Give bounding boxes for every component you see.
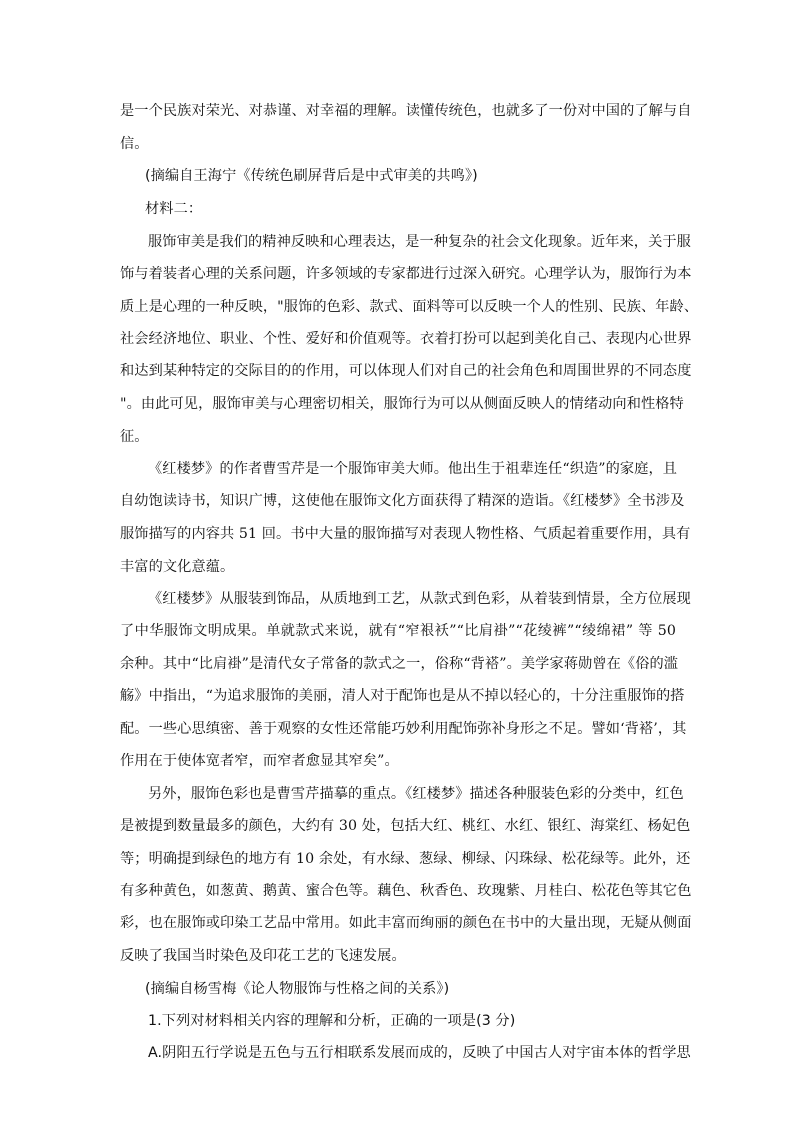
section-heading: 材料二： <box>145 201 203 217</box>
paragraph-line: 等；明确提到绿色的地方有 10 余处，有水绿、葱绿、柳绿、闪珠绿、松花绿等。此外，还 <box>120 851 691 867</box>
paragraph-line: 饰与着装者心理的关系问题，许多领域的专家都进行过深入研究。心理学认为，服饰行为本 <box>120 266 692 282</box>
question-stem: 1.下列对材料相关内容的理解和分析，正确的一项是(3 分) <box>148 1013 516 1029</box>
paragraph-line: 《红楼梦》从服装到饰品，从质地到工艺，从款式到色彩，从着装到情景，全方位展现 <box>148 591 691 607</box>
paragraph-line: 余种。其中“比肩褂”是清代女子常备的款式之一，俗称“背褡”。美学家蒋勋曾在《俗的滥 <box>120 656 679 672</box>
text-line: 信。 <box>120 136 149 152</box>
paragraph-line: 征。 <box>120 429 149 445</box>
paragraph-line: 另外，服饰色彩也是曹雪芹描摹的重点。《红楼梦》描述各种服装色彩的分类中，红色 <box>148 786 684 802</box>
paragraph-line: 社会经济地位、职业、个性、爱好和价值观等。衣着打扮可以起到美化自己、表现内心世界 <box>120 331 692 347</box>
answer-option-a: A.阴阳五行学说是五色与五行相联系发展而成的，反映了中国古人对宇宙本体的哲学思 <box>148 1045 691 1061</box>
paragraph-line: 配。一些心思缜密、善于观察的女性还常能巧妙利用配饰弥补身形之不足。譬如‘背褡’，其 <box>120 721 687 737</box>
paragraph-line: 了中华服饰文明成果。单就款式来说，就有“窄裉袄”“比肩褂”“花绫裤”“绫绵裙” 等 50 <box>120 623 676 639</box>
paragraph-line: 服饰审美是我们的精神反映和心理表达，是一种复杂的社会文化现象。近年来，关于服 <box>148 234 691 250</box>
paragraph-line: 服饰描写的内容共 51 回。书中大量的服饰描写对表现人物性格、气质起着重要作用，具有 <box>120 526 691 542</box>
paragraph-line: 反映了我国当时染色及印花工艺的飞速发展。 <box>120 948 406 964</box>
paragraph-line: "。由此可见，服饰审美与心理密切相关，服饰行为可以从侧面反映人的情绪动向和性格特 <box>120 396 684 412</box>
paragraph-line: 质上是心理的一种反映，"服饰的色彩、款式、面料等可以反映一个人的性别、民族、年龄、 <box>120 299 699 315</box>
source-citation: (摘编自王海宁《传统色刷屏背后是中式审美的共鸣》) <box>145 168 478 184</box>
paragraph-line: 作用在于使体宽者窄，而窄者愈显其窄矣”。 <box>120 753 399 769</box>
paragraph-line: 和达到某种特定的交际目的的作用，可以体现人们对自己的社会角色和周围世界的不同态度 <box>120 363 692 379</box>
paragraph-line: 彩，也在服饰或印染工艺品中常用。如此丰富而绚丽的颜色在书中的大量出现，无疑从侧面 <box>120 915 692 931</box>
paragraph-line: 《红楼梦》的作者曹雪芹是一个服饰审美大师。他出生于祖辈连任“织造”的家庭，且 <box>148 461 678 477</box>
source-citation: (摘编自杨雪梅《论人物服饰与性格之间的关系》) <box>145 981 450 997</box>
paragraph-line: 觞》中指出，“为追求服饰的美丽，清人对于配饰也是从不掉以轻心的，十分注重服饰的搭 <box>120 688 685 704</box>
text-line: 是一个民族对荣光、对恭谨、对幸福的理解。读懂传统色，也就多了一份对中国的了解与自 <box>120 103 692 119</box>
paragraph-line: 丰富的文化意蕴。 <box>120 559 235 575</box>
paragraph-line: 有多种黄色，如葱黄、鹅黄、蜜合色等。藕色、秋香色、玫瑰紫、月桂白、松花色等其它色 <box>120 883 692 899</box>
paragraph-line: 自幼饱读诗书，知识广博，这使他在服饰文化方面获得了精深的造诣。《红楼梦》全书涉及 <box>120 493 685 509</box>
paragraph-line: 是被提到数量最多的颜色，大约有 30 处，包括大红、桃红、水红、银红、海棠红、杨妃色 <box>120 818 691 834</box>
